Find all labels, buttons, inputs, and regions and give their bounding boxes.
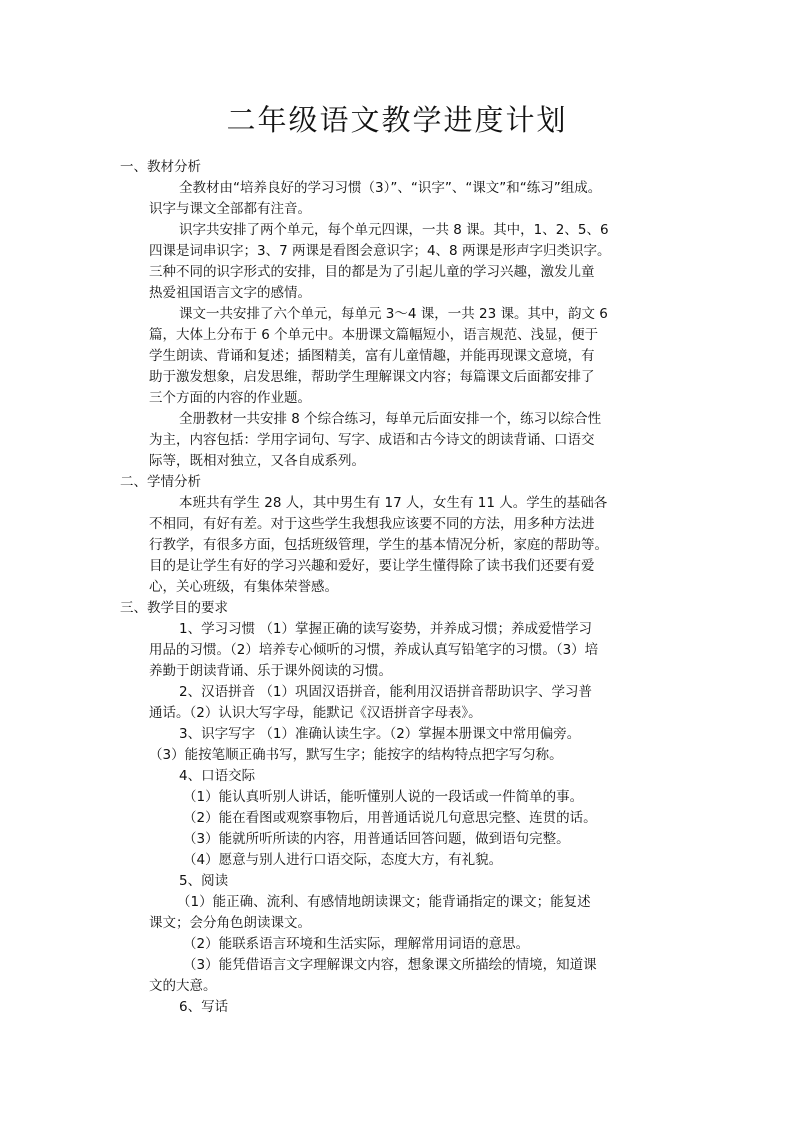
text-line: 全册教材一共安排 8 个综合练习，每单元后面安排一个，练习以综合性 <box>179 411 602 427</box>
text-line: （4）愿意与别人进行口语交际，态度大方，有礼貌。 <box>183 852 503 868</box>
paragraph-exercises <box>149 409 689 472</box>
text-line: 全教材由“培养良好的学习习惯（3）”、“识字”、“课文”和“练习”组成。 <box>179 180 602 196</box>
goal-study-habits <box>149 619 689 682</box>
text-line: 识字与课文全部都有注音。 <box>149 201 311 217</box>
text-line: 文的大意。 <box>149 978 217 994</box>
text-line: 6、写话 <box>179 999 229 1015</box>
text-line: 用品的习惯。（2）培养专心倾听的习惯，养成认真写铅笔字的习惯。（3）培 <box>149 642 599 658</box>
text-line: 三个方面的内容的作业题。 <box>149 390 311 406</box>
text-line: （3）能按笔顺正确书写，默写生字；能按字的结构特点把字写匀称。 <box>149 747 563 763</box>
goal-pinyin <box>149 682 689 724</box>
text-line: 不相同，有好有差。对于这些学生我想我应该要不同的方法，用多种方法进 <box>149 516 595 532</box>
text-line: 四课是词串识字；3、7 两课是看图会意识字；4、8 两课是形声字归类识字。 <box>149 243 611 259</box>
text-line: （3）能就所听所读的内容，用普通话回答问题，做到语句完整。 <box>183 831 570 847</box>
paragraph-literacy <box>149 220 689 304</box>
page-title: 二年级语文教学进度计划 <box>226 103 568 137</box>
text-line: 行教学，有很多方面，包括班级管理，学生的基本情况分析，家庭的帮助等。 <box>149 537 608 553</box>
text-line: 目的是让学生有好的学习兴趣和爱好，要让学生懂得除了读书我们还要有爱 <box>149 558 595 574</box>
text-line: 课文；会分角色朗读课文。 <box>149 915 311 931</box>
paragraph-texts <box>149 304 689 409</box>
goal-writing <box>149 997 689 1018</box>
text-line: 助于激发想象，启发思维，帮助学生理解课文内容；每篇课文后面都安排了 <box>149 369 595 385</box>
section-heading-goals: 三、教学目的要求 <box>120 600 228 616</box>
text-line: 5、阅读 <box>179 873 229 889</box>
text-line: 3、识字写字 （1）准确认读生字。（2）掌握本册课文中常用偏旁。 <box>179 726 581 742</box>
goal-oral-communication <box>149 766 689 871</box>
text-line: （1）能正确、流利、有感情地朗读课文；能背诵指定的课文；能复述 <box>177 894 591 910</box>
text-line: 心，关心班级，有集体荣誉感。 <box>149 579 338 595</box>
text-line: 课文一共安排了六个单元，每单元 3～4 课，一共 23 课。其中，韵文 6 <box>179 306 608 322</box>
text-line: 为主，内容包括：学用字词句、写字、成语和古今诗文的朗读背诵、口语交 <box>149 432 595 448</box>
text-line: 通话。（2）认识大写字母，能默记《汉语拼音字母表》。 <box>149 705 482 721</box>
goal-characters <box>149 724 689 766</box>
text-line: 4、口语交际 <box>179 768 256 784</box>
text-line: （3）能凭借语言文字理解课文内容，想象课文所描绘的情境，知道课 <box>183 957 597 973</box>
text-line: 三种不同的识字形式的安排，目的都是为了引起儿童的学习兴趣，激发儿童 <box>149 264 595 280</box>
text-line: 际等，既相对独立，又各自成系列。 <box>149 453 365 469</box>
section-heading-students: 二、学情分析 <box>120 474 201 490</box>
text-line: 篇，大体上分布于 6 个单元中。本册课文篇幅短小，语言规范、浅显，便于 <box>149 327 599 343</box>
text-line: 本班共有学生 28 人，其中男生有 17 人，女生有 11 人。学生的基础各 <box>179 495 608 511</box>
text-line: 识字共安排了两个单元，每个单元四课，一共 8 课。其中，1、2、5、6 <box>179 222 609 238</box>
text-line: 学生朗读、背诵和复述；插图精美，富有儿童情趣，并能再现课文意境，有 <box>149 348 595 364</box>
goal-reading <box>149 871 689 997</box>
text-line: 2、汉语拼音 （1）巩固汉语拼音，能利用汉语拼音帮助识字、学习普 <box>179 684 592 700</box>
text-line: （1）能认真听别人讲话，能听懂别人说的一段话或一件简单的事。 <box>183 789 584 805</box>
paragraph-materials-overview <box>149 178 689 220</box>
paragraph-students <box>149 493 689 598</box>
section-heading-materials: 一、教材分析 <box>120 159 201 175</box>
text-line: 养勤于朗读背诵、乐于课外阅读的习惯。 <box>149 663 392 679</box>
text-line: （2）能在看图或观察事物后，用普通话说几句意思完整、连贯的话。 <box>183 810 597 826</box>
text-line: （2）能联系语言环境和生活实际，理解常用词语的意思。 <box>183 936 530 952</box>
text-line: 1、学习习惯 （1）掌握正确的读写姿势，并养成习惯；养成爱惜学习 <box>179 621 592 637</box>
text-line: 热爱祖国语言文字的感情。 <box>149 285 311 301</box>
